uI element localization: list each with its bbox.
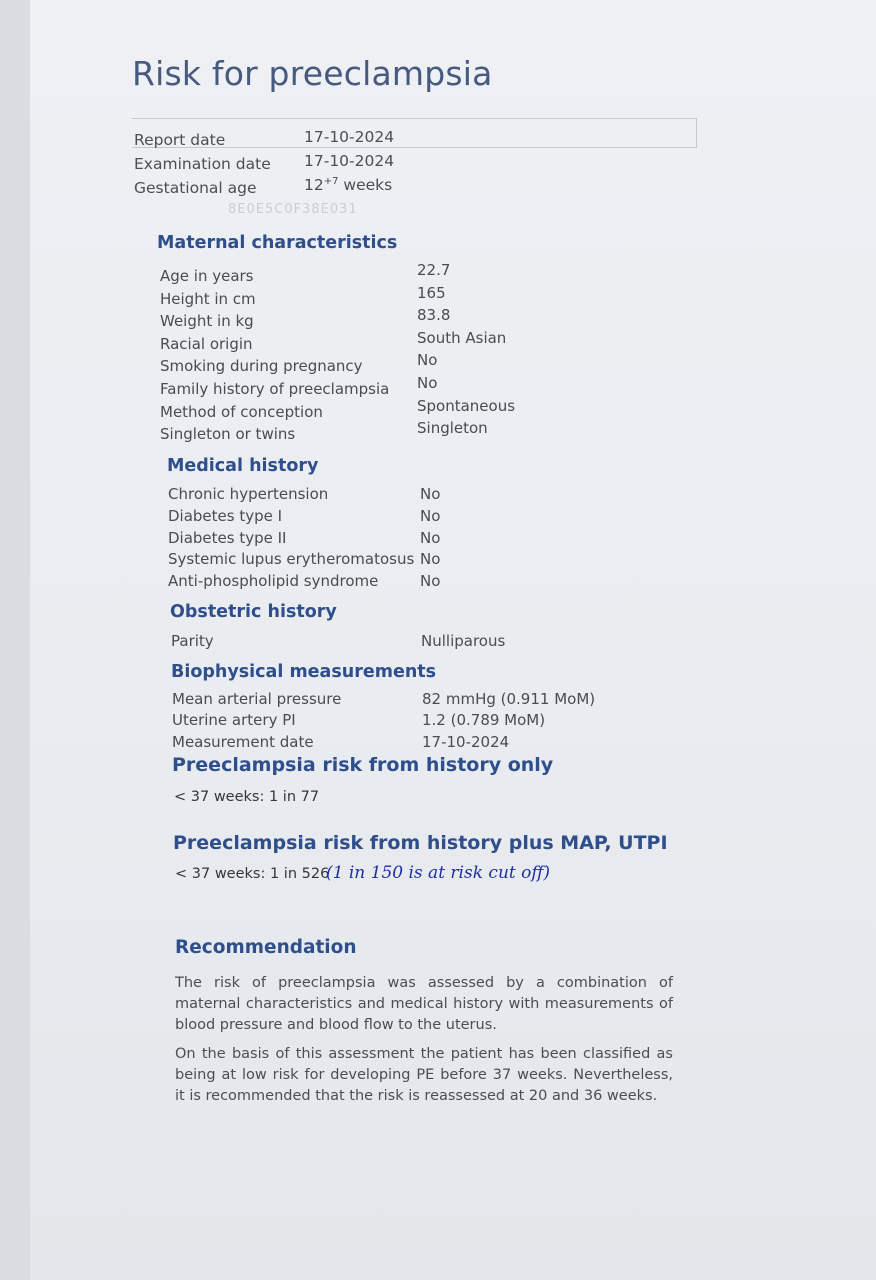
page-title: Risk for preeclampsia — [132, 54, 493, 93]
medical-row — [168, 485, 588, 507]
obstetric-list — [171, 632, 591, 655]
obstetric-heading: Obstetric history — [170, 602, 337, 622]
row-label: Singleton or twins — [160, 425, 296, 444]
row-label: Parity — [171, 632, 214, 650]
row-label: Mean arterial pressure — [172, 690, 342, 708]
row-value: South Asian — [417, 328, 507, 347]
row-value: Spontaneous — [417, 396, 516, 415]
maternal-heading: Maternal characteristics — [157, 233, 398, 253]
row-value: 165 — [417, 283, 446, 302]
biophysical-list — [172, 690, 612, 754]
faint-code: 8E0E5C0F38E031 — [228, 202, 358, 217]
row-label: Measurement date — [172, 732, 314, 751]
medical-row — [168, 507, 588, 529]
row-label: Age in years — [160, 267, 254, 285]
row-label: Systemic lupus erytheromatosus — [168, 550, 415, 569]
report-info — [134, 128, 534, 203]
maternal-list — [160, 261, 580, 448]
medical-list — [168, 485, 588, 594]
maternal-row — [160, 306, 580, 335]
row-label: Height in cm — [160, 289, 256, 308]
gestational-age-value — [304, 176, 392, 194]
row-label: Diabetes type II — [168, 528, 287, 547]
row-value: 17-10-2024 — [422, 732, 510, 751]
row-value: Nulliparous — [421, 632, 506, 650]
maternal-row — [160, 283, 580, 313]
maternal-row — [160, 328, 580, 358]
biophysical-row — [172, 711, 612, 732]
row-value: No — [420, 550, 441, 569]
gestational-age-row — [134, 176, 534, 203]
medical-row — [168, 529, 588, 551]
medical-row — [168, 550, 588, 572]
recommendation-paragraph-2: On the basis of this assessment the patient has been classified as being at low risk for developing PE before 37 weeks. Nevertheless, it is recommended that the risk is reassessed at 20 and 36 weeks. — [175, 1046, 673, 1104]
medical-heading: Medical history — [167, 456, 319, 476]
gestational-age-label: Gestational age — [134, 179, 257, 197]
biophysical-heading: Biophysical measurements — [171, 662, 437, 682]
gestational-age-unit: weeks — [338, 176, 393, 195]
handwritten-note — [326, 858, 576, 890]
recommendation-paragraph-1: The risk of preeclampsia was assessed by a combination of maternal characteristics and medical history with measurements of blood pressure and blood flow to the uterus. — [175, 975, 673, 1033]
examination-date-label: Examination date — [134, 155, 271, 173]
row-value: No — [420, 528, 441, 547]
row-label: Anti-phospholipid syndrome — [168, 572, 379, 591]
row-value: No — [420, 485, 441, 503]
biophysical-row — [172, 733, 612, 754]
row-value: No — [420, 572, 441, 591]
gestational-age-weeks: 12 — [304, 176, 324, 195]
biophysical-row — [172, 690, 612, 711]
row-label: Diabetes type I — [168, 506, 283, 525]
medical-row — [168, 572, 588, 594]
row-label: Racial origin — [160, 334, 253, 353]
row-label: Weight in kg — [160, 312, 254, 331]
row-value: No — [417, 373, 438, 392]
row-label: Family history of preeclampsia — [160, 379, 390, 398]
risk-map-heading: Preeclampsia risk from history plus MAP, UTPI — [173, 832, 668, 854]
gestational-age-days: +7 — [323, 176, 339, 187]
maternal-row — [160, 396, 580, 426]
obstetric-row — [171, 632, 591, 655]
row-value: 82 mmHg (0.911 MoM) — [422, 690, 596, 708]
risk-map-value: < 37 weeks: 1 in 526 — [175, 866, 330, 882]
row-label: Smoking during pregnancy — [160, 357, 363, 376]
maternal-row — [160, 419, 580, 448]
row-value: No — [420, 506, 441, 525]
report-date-label: Report date — [134, 131, 226, 149]
examination-date-value: 17-10-2024 — [304, 152, 395, 170]
risk-history-value: < 37 weeks: 1 in 77 — [174, 789, 320, 805]
report-date-value: 17-10-2024 — [304, 128, 395, 146]
row-value: 83.8 — [417, 306, 451, 325]
recommendation-heading: Recommendation — [175, 937, 357, 958]
maternal-row — [160, 261, 580, 290]
row-label: Method of conception — [160, 402, 323, 421]
row-label: Uterine artery PI — [172, 711, 296, 730]
row-value: Singleton — [417, 419, 488, 438]
risk-history-heading: Preeclampsia risk from history only — [172, 754, 554, 776]
row-value: 22.7 — [417, 261, 451, 279]
maternal-row — [160, 351, 580, 380]
row-value: 1.2 (0.789 MoM) — [422, 711, 546, 730]
handwritten-note-text: (1 in 150 is at risk cut off) — [326, 863, 551, 883]
row-value: No — [417, 351, 438, 370]
maternal-row — [160, 373, 580, 403]
row-label: Chronic hypertension — [168, 485, 329, 503]
